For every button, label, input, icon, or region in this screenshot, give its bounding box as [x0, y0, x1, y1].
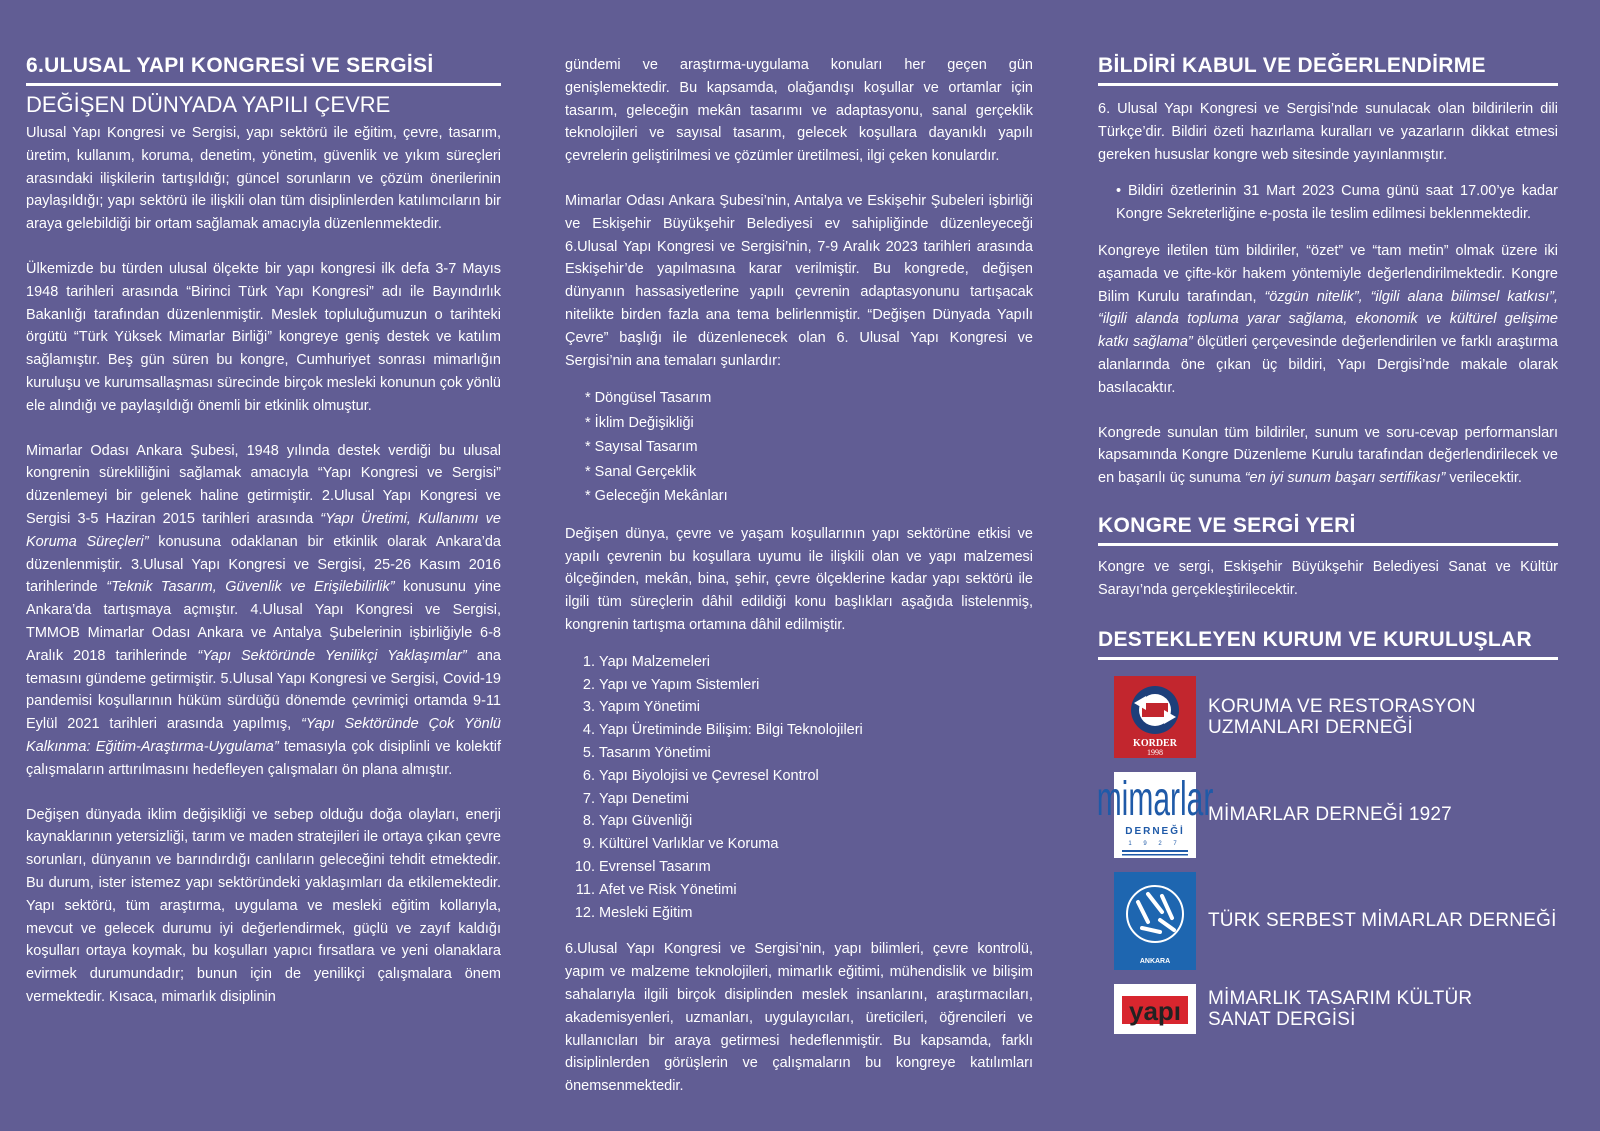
- mimarlar-logo-text: mimarlar: [1096, 772, 1214, 826]
- topic-number: 7.: [582, 790, 595, 807]
- topic-item: [565, 651, 1033, 674]
- korder-logo-text: KORDER: [1133, 737, 1177, 749]
- venue-heading: KONGRE VE SERGİ YERİ: [1098, 514, 1558, 546]
- topic-label: Yapı Güvenliği: [599, 813, 693, 830]
- topic-label: Yapı Biyolojisi ve Çevresel Kontrol: [599, 767, 819, 784]
- sponsor-tsmd: [1114, 872, 1558, 970]
- column-left: [26, 54, 501, 1009]
- theme-item: * Geleceğin Mekânları: [585, 484, 1033, 509]
- korder-logo-year: 1998: [1147, 747, 1163, 757]
- topic-item: [565, 879, 1033, 902]
- yapi-logo-text: yapı: [1128, 995, 1182, 1026]
- certificate-paragraph: Kongrede sunulan tüm bildiriler, sunum ve soru-cevap performansları kapsamında Kongre Düzenleme Kurulu tarafından değerlendirilecek ve en başarılı üç sunuma “en iyi sunum başarı sertifikası” verilecektir.: [1098, 424, 1558, 487]
- korder-logo: [1114, 676, 1196, 758]
- topic-number: 3.: [582, 699, 595, 716]
- topic-item: [565, 765, 1033, 788]
- topic-number: 9.: [582, 836, 595, 853]
- topic-number: 10.: [574, 859, 595, 876]
- topic-label: Yapı ve Yapım Sistemleri: [599, 676, 760, 693]
- topic-label: Yapım Yönetimi: [599, 699, 701, 716]
- topic-label: Tasarım Yönetimi: [599, 745, 711, 762]
- topic-item: [565, 833, 1033, 856]
- supporters-heading: DESTEKLEYEN KURUM VE KURULUŞLAR: [1098, 628, 1558, 660]
- column-middle: [565, 54, 1033, 1098]
- topics-intro-paragraph: Değişen dünya, çevre ve yaşam koşullarının yapı sektörüne etkisi ve yapılı çevrenin bu koşullara uyumu ile ilişkili olan ve yapı malzemesi ölçeğinden, mekân, bina, şehir, çevre ölçeklerine kadar yapı sektörü ile ilgili tüm süreçlerin dâhil edildiği konu başlıkları aşağıda listelenmiş, kongrenin tartışma ortamına dâhil edilmiştir.: [565, 525, 1033, 634]
- topic-number: 11.: [575, 881, 595, 898]
- topics-list: [565, 651, 1033, 925]
- intro-paragraph: Ulusal Yapı Kongresi ve Sergisi, yapı sektörü ile eğitim, çevre, tasarım, üretim, kullanım, koruma, denetim, yönetim, güvenlik ve yıkım süreçleri arasındaki ilişkilerin tartışıldığı; güncel sorunların ve çözüm önerilerinin paylaşıldığı; yapı sektörü ile ilişkili olan tüm disiplinlerden katılımcıların bir araya gelebildiği bir ortam sağlamak amacıyla düzenlenmektedir.: [26, 125, 501, 233]
- submission-heading: BİLDİRİ KABUL VE DEĞERLENDİRME: [1098, 54, 1558, 86]
- congress-subheading: DEĞİŞEN DÜNYADA YAPILI ÇEVRE: [26, 92, 391, 117]
- topic-number: 2.: [582, 676, 595, 693]
- evaluation-paragraph: Kongreye iletilen tüm bildiriler, “özet” ve “tam metin” olmak üzere iki aşamada ve çifte-kör hakem yöntemiyle değerlendirilmektedir. Kongre Bilim Kurulu tarafından, “özgün nitelik”, “ilgili alana bilimsel katkısı”, “ilgili alanda topluma yarar sağlama, ekonomik ve kültürel gelişime katkı sağlama” ölçütleri çerçevesinde değerlendirilen ve farklı araştırma alanlarında öne çıkan üç bildiri, Yapı Dergisi’nde makale olarak basılacaktır.: [1098, 242, 1558, 396]
- deadline-list: [1116, 180, 1558, 226]
- topic-number: 5.: [582, 745, 595, 762]
- topic-label: Mesleki Eğitim: [599, 904, 693, 921]
- sponsor-name: KORUMA VE RESTORASYON UZMANLARI DERNEĞİ: [1208, 695, 1476, 738]
- sponsor-mimarlar-dernegi: [1096, 772, 1558, 858]
- topic-item: [565, 856, 1033, 879]
- themes-list: [585, 386, 1033, 509]
- sponsor-name: TÜRK SERBEST MİMARLAR DERNEĞİ: [1208, 910, 1557, 932]
- topic-number: 4.: [582, 722, 595, 739]
- changing-world-paragraph: Değişen dünyada iklim değişikliği ve sebep olduğu doğa olayları, enerji kaynaklarının yetersizliği, tarım ve maden stratejileri ile ortaya çıkan çevre sorunları, dünyanın ve barındırdığı canlıların geleceğini tehdit etmektedir. Bu durum, ister istemez yapı sektöründeki yaklaşımları da etkilemektedir. Yapı sektörü, tüm araştırma, uygulama ve mesleki eğitim kollarıyla, mevcut ve gelecek durumu iyi değerlendirmek, güçlü ve zayıf kaldığı koşulları ortaya koymak, bu koşulları yapıcı fırsatlara ve yeni olanaklara evirmek durumundadır; bunun için de yenilikçi çalışmalara önem vermektedir. Kısaca, mimarlık disiplinin: [26, 806, 501, 1005]
- sponsor-name: MİMARLIK TASARIM KÜLTÜR SANAT DERGİSİ: [1208, 987, 1473, 1030]
- previous-congresses-paragraph: Mimarlar Odası Ankara Şubesi, 1948 yılında destek verdiği bu ulusal kongrenin sürekliliğini sağlamak amacıyla “Yapı Kongresi ve Sergisi” düzenlemeyi bir gelenek haline getirmiştir. 2.Ulusal Yapı Kongresi ve Sergisi 3-5 Haziran 2015 tarihleri arasında “Yapı Üretimi, Kullanımı ve Koruma Süreçleri” konusuna odaklanan bir etkinlik olarak Ankara’da düzenlenmiştir. 3.Ulusal Yapı Kongresi ve Sergisi, 25-26 Kasım 2016 tarihlerinde “Teknik Tasarım, Güvenlik ve Erişilebilirlik” konusunu yine Ankara’da tartışmaya açmıştır. 4.Ulusal Yapı Kongresi ve Sergisi, TMMOB Mimarlar Odası Ankara ve Antalya Şubelerinin işbirliğiyle 6-8 Aralık 2018 tarihlerinde “Yapı Sektöründe Yenilikçi Yaklaşımlar” ana temasını gündeme getirmiştir. 5.Ulusal Yapı Kongresi ve Sergisi, Covid-19 pandemisi koşullarının hüküm sürdüğü dönemde çevrimiçi ortamda 9-11 Eylül 2021 tarihleri arasında yapılmış, “Yapı Sektöründe Çok Yönlü Kalkınma: Eğitim-Araştırma-Uygulama” temasıyla çok disiplinli ve kolektif çalışmaların arttırılmasını hedefleyen çalışmaları ön plana almıştır.: [26, 442, 502, 778]
- continuation-paragraph: gündemi ve araştırma-uygulama konuları her geçen gün genişlemektedir. Bu kapsamda, olağandışı koşullar ve ortamlar için tasarım, geleceğin mekân tasarımı ve adaptasyonu, sanal gerçeklik teknolojileri ve sayısal tasarım, gelecek koşullara dayanıklı yapılı çevrelerin geliştirilmesi ve çözümler üretilmesi, ilgi çeken konulardır.: [565, 57, 1033, 165]
- topic-item: [565, 696, 1033, 719]
- venue-paragraph: Kongre ve sergi, Eskişehir Büyükşehir Belediyesi Sanat ve Kültür Sarayı’nda gerçekleştirilecektir.: [1098, 558, 1558, 598]
- topic-label: Yapı Denetimi: [599, 790, 689, 807]
- theme-item: * Döngüsel Tasarım: [585, 386, 1033, 411]
- congress-announcement-paragraph: Mimarlar Odası Ankara Şubesi’nin, Antalya ve Eskişehir Şubeleri işbirliği ve Eskişehir Büyükşehir Belediyesi ev sahipliğinde düzenleyeceği 6.Ulusal Yapı Kongresi ve Sergisi’nin, 7-9 Aralık 2023 tarihleri arasında Eskişehir’de yapılmasına karar verilmiştir. Bu kongrede, değişen dünyanın hassasiyetlerine yapılı çevrenin adaptasyonunu tartışacak nitelikte birden fazla ana tema belirlenmiştir. “Değişen Dünyada Yapılı Çevre” başlığı ile düzenlenecek olan 6. Ulusal Yapı Kongresi ve Sergisi’nin ana temaları şunlardır:: [565, 192, 1033, 369]
- tsmd-logo-text: ANKARA: [1139, 957, 1171, 965]
- column-right: [1098, 54, 1558, 1034]
- topic-item: [565, 674, 1033, 697]
- deadline-item: • Bildiri özetlerinin 31 Mart 2023 Cuma günü saat 17.00’ye kadar Kongre Sekreterliğine e-posta ile teslim edilmesi beklenmektedir.: [1116, 180, 1558, 226]
- topic-label: Evrensel Tasarım: [599, 859, 711, 876]
- topic-label: Yapı Üretiminde Bilişim: Bilgi Teknolojileri: [599, 722, 863, 739]
- topic-item: [565, 742, 1033, 765]
- topic-item: [565, 788, 1033, 811]
- theme-item: * Sayısal Tasarım: [585, 435, 1033, 460]
- congress-heading: 6.ULUSAL YAPI KONGRESİ VE SERGİSİ: [26, 54, 501, 86]
- theme-item: * İklim Değişikliği: [585, 411, 1033, 436]
- mimarlar-logo-sub: DERNEĞİ: [1125, 825, 1185, 837]
- mimarlar-logo-nums: 1 9 2 7: [1128, 840, 1182, 847]
- topic-item: [565, 810, 1033, 833]
- topic-number: 1.: [582, 653, 595, 670]
- mimarlar-dernegi-logo: [1096, 772, 1214, 858]
- topic-label: Kültürel Varlıklar ve Koruma: [599, 836, 779, 853]
- topic-label: Yapı Malzemeleri: [599, 653, 710, 670]
- tsmd-logo: [1114, 872, 1196, 970]
- theme-item: * Sanal Gerçeklik: [585, 460, 1033, 485]
- topic-number: 12.: [574, 904, 595, 921]
- sponsor-korder: [1114, 676, 1558, 758]
- sponsor-yapi-dergisi: [1114, 984, 1558, 1034]
- history-paragraph: Ülkemizde bu türden ulusal ölçekte bir yapı kongresi ilk defa 3-7 Mayıs 1948 tarihleri arasında “Birinci Türk Yapı Kongresi” adı ile Bayındırlık Bakanlığı tarafından düzenlenmiştir. Meslek topluluğumuzun o tarihteki örgütü “Türk Yüksek Mimarlar Birliği” kongreye geniş destek ve katılım sağlamıştır. Beş gün süren bu kongre, Cumhuriyet sonrası mimarlığın kuruluşu ve kurumsallaşması sürecinde birçok mesleki konunun çok yönlü ele alındığı ve paylaşıldığı önemli bir etkinlik olmuştur.: [26, 260, 501, 414]
- sponsor-name: MİMARLAR DERNEĞİ 1927: [1208, 804, 1452, 826]
- topic-number: 6.: [582, 767, 595, 784]
- topic-label: Afet ve Risk Yönetimi: [599, 881, 737, 898]
- language-paragraph: 6. Ulusal Yapı Kongresi ve Sergisi’nde sunulacak olan bildirilerin dili Türkçe’dir. Bildiri özeti hazırlama kuralları ve yazarların dikkat etmesi gereken hususlar kongre web sitesinde yayınlanmıştır.: [1098, 101, 1558, 163]
- topic-item: [565, 719, 1033, 742]
- yapi-logo: [1114, 984, 1196, 1034]
- topic-number: 8.: [582, 813, 595, 830]
- participants-paragraph: 6.Ulusal Yapı Kongresi ve Sergisi’nin, yapı bilimleri, çevre kontrolü, yapım ve malzeme teknolojileri, mimarlık eğitimi, mühendislik ve bilişim sahalarıyla ilgili birçok disiplinden meslek insanlarını, araştırmacıları, akademisyenleri, uzmanları, uygulayıcıları, üreticileri, öğrencileri ve kullanıcıları bir araya getirmesi hedeflenmiştir. Bu kapsamda, farklı disiplinlerden görüşlerin ve çalışmaların bu kongreye katılımları önemsenmektedir.: [565, 941, 1033, 1095]
- topic-item: [565, 902, 1033, 925]
